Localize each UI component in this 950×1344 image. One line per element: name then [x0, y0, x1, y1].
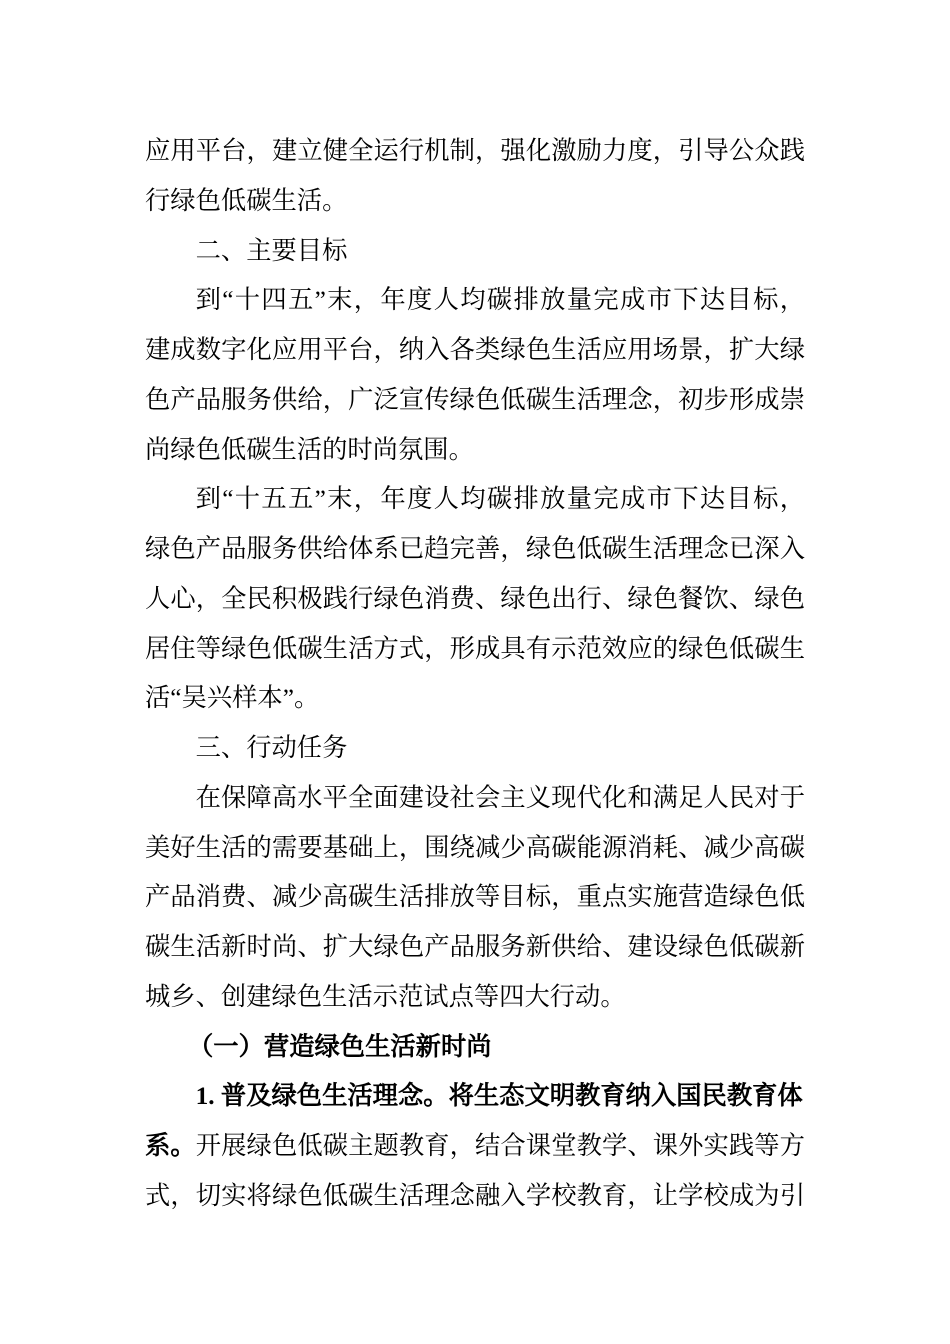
text-line: 行绿色低碳生活。	[145, 186, 348, 215]
text-line: 尚绿色低碳生活的时尚氛围。	[145, 435, 474, 464]
text-line: 到“十五五”末，年度人均碳排放量完成市下达目标，	[195, 485, 805, 514]
subsection-heading-green-lifestyle: （一）营造绿色生活新时尚	[188, 1032, 492, 1061]
section-heading-action-tasks: 三、行动任务	[195, 734, 348, 762]
text-line: 美好生活的需要基础上，围绕减少高碳能源消耗、减少高碳	[145, 833, 805, 862]
text-line: 到“十四五”末，年度人均碳排放量完成市下达目标，	[195, 286, 805, 315]
item-1-bold-title-end: 系。	[145, 1132, 196, 1160]
text-line: 在保障高水平全面建设社会主义现代化和满足人民对于	[195, 783, 805, 812]
goal-paragraph-14th-plan	[145, 276, 805, 475]
goal-paragraph-15th-plan	[145, 475, 805, 724]
text-line: 城乡、创建绿色生活示范试点等四大行动。	[145, 982, 626, 1011]
intro-paragraph-tail	[145, 127, 805, 227]
text-line: 碳生活新时尚、扩大绿色产品服务新供给、建设绿色低碳新	[145, 933, 805, 961]
action-tasks-paragraph	[145, 774, 805, 1023]
text-line: 产品消费、减少高碳生活排放等目标，重点实施营造绿色低	[145, 883, 805, 912]
text-line: 活“吴兴样本”。	[145, 684, 320, 713]
text-line: 建成数字化应用平台，纳入各类绿色生活应用场景，扩大绿	[145, 336, 805, 364]
section-heading-main-goals: 二、主要目标	[195, 236, 348, 265]
text-line: 应用平台，建立健全运行机制，强化激励力度，引导公众践	[145, 137, 805, 165]
document-body	[145, 127, 805, 1222]
text-line: 居住等绿色低碳生活方式，形成具有示范效应的绿色低碳生	[145, 634, 805, 663]
text-line: 式，切实将绿色低碳生活理念融入学校教育，让学校成为引	[145, 1181, 805, 1210]
item-1-body-text: 开展绿色低碳主题教育，结合课堂教学、课外实践等方	[195, 1132, 805, 1160]
text-line	[145, 1122, 805, 1172]
text-line: 人心，全民积极践行绿色消费、绿色出行、绿色餐饮、绿色	[145, 584, 805, 613]
item-1-bold-title-line: 1. 普及绿色生活理念。将生态文明教育纳入国民教育体	[195, 1082, 803, 1111]
item-1-paragraph	[145, 1072, 805, 1221]
text-line: 色产品服务供给，广泛宣传绿色低碳生活理念，初步形成崇	[145, 385, 805, 414]
text-line: 绿色产品服务供给体系已趋完善，绿色低碳生活理念已深入	[145, 535, 805, 563]
